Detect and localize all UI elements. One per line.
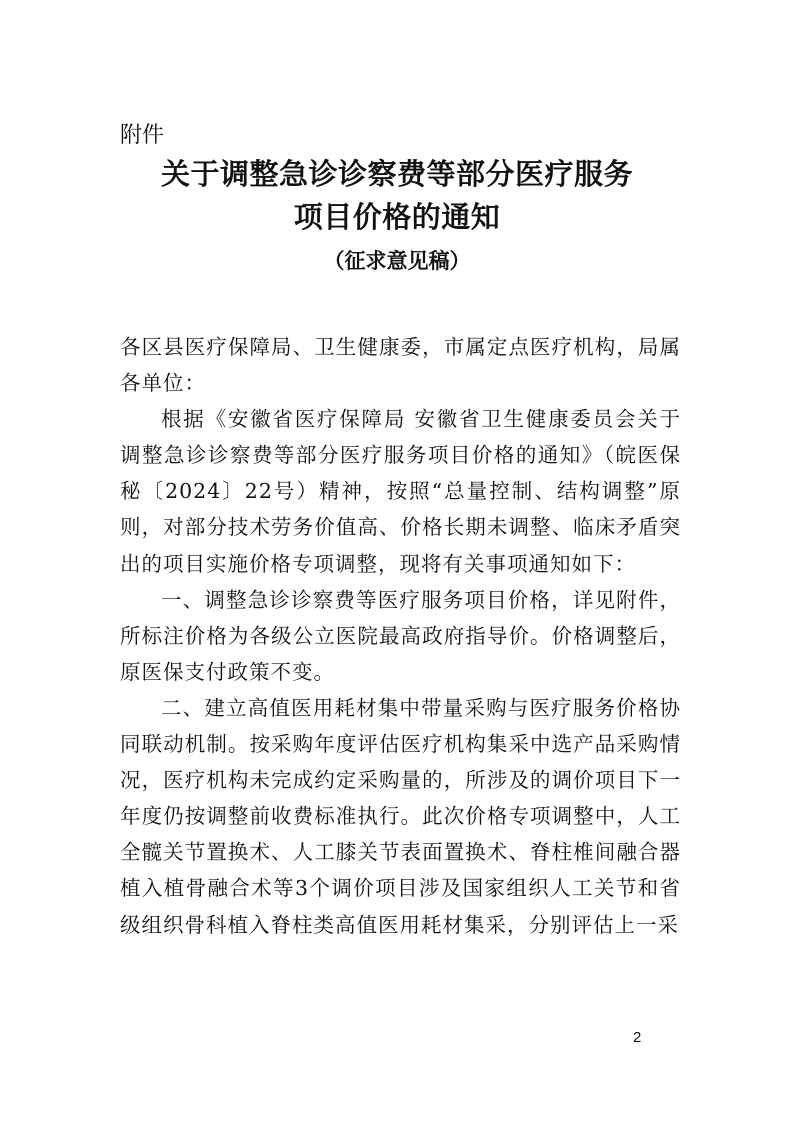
document-body [120, 329, 681, 943]
document-title-line-2: 项目价格的通知 [293, 200, 501, 234]
draft-subtitle: （征求意见稿） [323, 249, 471, 273]
document-title-line-1: 关于调整急诊诊察费等部分医疗服务 [160, 157, 633, 191]
page-number: 2 [633, 1029, 642, 1046]
body-paragraph-1: 根据《安徽省医疗保障局 安徽省卫生健康委员会关于调整急诊诊察费等部分医疗服务项目价格的通知》（皖医保秘〔2024〕22号）精神，按照“总量控制、结构调整”原则，对部分技术劳务价值高、价格长期未调整、临床矛盾突出的项目实施价格专项调整，现将有关事项通知如下： [120, 407, 681, 576]
body-paragraph-2: 一、调整急诊诊察费等医疗服务项目价格，详见附件，所标注价格为各级公立医院最高政府指导价。价格调整后，原医保支付政策不变。 [120, 587, 681, 684]
salutation: 各区县医疗保障局、卫生健康委，市属定点医疗机构，局属各单位： [120, 335, 681, 396]
body-paragraph-3: 二、建立高值医用耗材集中带量采购与医疗服务价格协同联动机制。按采购年度评估医疗机构集采中选产品采购情况，医疗机构未完成约定采购量的，所涉及的调价项目下一年度仍按调整前收费标准执行。此次价格专项调整中，人工全髋关节置换术、人工膝关节表面置换术、脊柱椎间融合器植入植骨融合术等3个调价项目涉及国家组织人工关节和省级组织骨科植入脊柱类高值医用耗材集采，分别评估上一采 [120, 695, 681, 937]
attachment-label: 附件 [120, 123, 165, 148]
